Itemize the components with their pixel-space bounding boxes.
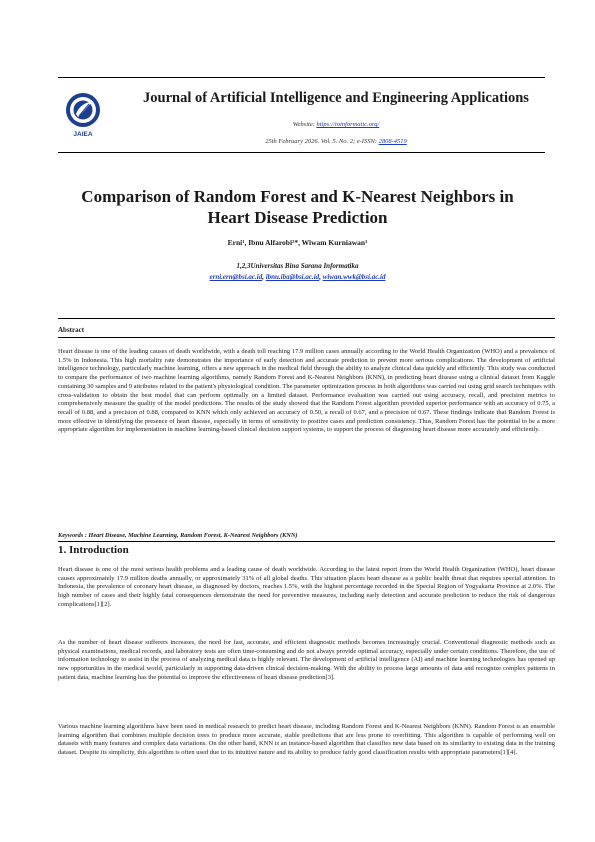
keywords: Keywords : Heart Disease, Machine Learning, Random Forest, K-Nearest Neighbors (KNN) <box>58 532 298 539</box>
header-top-rule <box>58 77 545 78</box>
author-email-3[interactable]: wiwan.wwk@bsi.ac.id <box>322 273 386 281</box>
author-email-2[interactable]: ibnu.iba@bsi.ac.id <box>265 273 320 281</box>
paper-title: Comparison of Random Forest and K-Nearest Neighbors in Heart Disease Prediction <box>81 187 514 227</box>
website-label: Website: <box>292 121 317 128</box>
intro-paragraph-2: As the number of heart disease sufferers increases, the need for fast, accurate, and efficient diagnostic methods becomes increasingly crucial. Conventional diagnostic methods such as physical examinations, medical records, and laboratory tests are often time-consuming and do not always provide optimal accuracy, especially under certain conditions. Therefore, the use of information technology to assist in the process of analyzing medical data is highly relevant. The development of artificial intelligence (AI) and machine learning technologies has opened up new opportunities in the medical world, particularly in supporting data-driven clinical decision-making. With the ability to process large amounts of data and recognize complex patterns in patient data, machine learning has the potential to improve the effectiveness of heart disease prediction[3]. <box>58 639 555 681</box>
abstract-top-rule <box>58 318 555 319</box>
journal-logo <box>64 90 102 144</box>
abstract-text: Heart disease is one of the leading causes of death worldwide, with a death toll reaching 17.9 million cases annually according to the World Health Organization (WHO) and a prevalence of 1.5% in Indonesia. This high mortality rate demonstrates the importance of early detection and accurate prediction to prevent more serious complications. The development of artificial intelligence technology, particularly machine learning, offers a new approach in the medical field through the ability to analyze clinical data quickly and efficiently. This study was conducted to compare the performance of two machine learning algorithms, namely Random Forest and K-Nearest Neighbors (KNN), in predicting heart disease using a clinical dataset from Kaggle containing 30 samples and 9 attributes related to the patient's physiological condition. The parameter optimization process in both algorithms was carried out using grid search techniques with cross-validation to obtain the best model that can perform optimally on a limited dataset. Performance evaluation was carried out using accuracy, recall, and precision metrics to comprehensively measure the quality of the model predictions. The results of the study showed that the Random Forest algorithm provided superior performance with an accuracy of 0.75, a recall of 0.88, and a precision of 0.88, compared to KNN which only achieved an accuracy of 0.50, a recall of 0.67, and a precision of 0.67. These findings indicate that Random Forest is more effective in identifying the presence of heart disease, especially in terms of sensitivity to positive cases and prediction consistency. Thus, Random Forest has the potential to be a more appropriate algorithm for implementation in machine learning-based clinical decision support systems, to support the process of diagnosing heart disease more accurately and efficiently. <box>58 348 555 434</box>
affiliation: 1,2,3Universitas Bina Sarana Informatika <box>236 262 359 270</box>
author-emails: erni.ern@bsi.ac.id, ibnu.iba@bsi.ac.id, wiwan.wwk@bsi.ac.id <box>209 273 386 281</box>
issn-link[interactable]: 2808-4519 <box>378 138 407 145</box>
author-list: Erni¹, Ibnu Alfarobi²*, Wiwam Kurniawan³ <box>227 238 368 247</box>
abstract-heading: Abstract <box>58 326 85 334</box>
journal-title: Journal of Artificial Intelligence and Engineering Applications <box>143 90 529 106</box>
author-email-1[interactable]: erni.ern@bsi.ac.id <box>209 273 263 281</box>
logo-wordmark: JAIEA <box>73 131 93 138</box>
website-link[interactable]: https://ioinformatic.org/ <box>316 121 380 128</box>
intro-paragraph-1: Heart disease is one of the most serious health problems and a leading cause of death worldwide. According to the latest report from the World Health Organization (WHO), heart disease causes approximately 17.9 million deaths annually, or approximately 31% of all global deaths. This situation places heart disease as a public health threat that requires special attention. In Indonesia, the prevalence of coronary heart disease, as diagnosed by doctors, reaches 1.5%, with the highest percentage recorded in the Special Region of Yogyakarta Province at 2.0%. The high number of cases and their highly fatal consequences demonstrate the need for preventive measures, including early detection and accurate prediction to reduce the risk of dangerous complications[1][2]. <box>58 566 555 608</box>
introduction-heading: 1. Introduction <box>58 544 129 556</box>
issue-details: 25th February 2026. Vol. 5. No. 2; e-ISSN: <box>265 138 379 145</box>
intro-paragraph-3: Various machine learning algorithms have been used in medical research to predict heart disease, including Random Forest and K-Nearest Neighbors (KNN). Random Forest is an ensemble learning algorithm that combines multiple decision trees to produce more accurate, stable predictions that are less prone to overfitting. This algorithm is capable of performing well on datasets with many features and complex data variations. On the other hand, KNN is an instance-based algorithm that classifies new data based on its similarity to existing data in the training dataset. Despite its simplicity, this algorithm is often used due to its intuitive nature and its ability to produce fairly good classification results with appropriate parameters[1][4]. <box>58 723 555 757</box>
header-bottom-rule <box>58 152 545 153</box>
journal-website <box>116 121 556 128</box>
abstract-heading-rule <box>58 337 555 338</box>
issue-info <box>116 138 556 145</box>
abstract-bottom-rule <box>58 541 555 542</box>
